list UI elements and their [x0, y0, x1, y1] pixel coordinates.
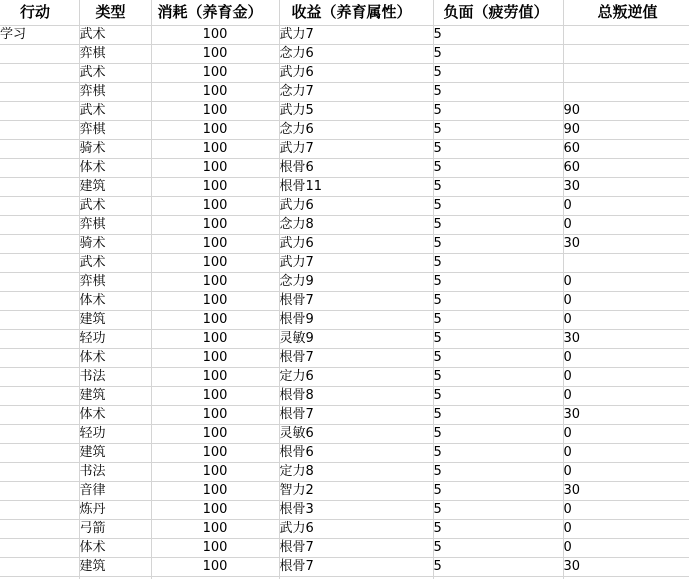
cell-type[interactable]: 武术 — [79, 254, 151, 273]
cell-rebellion[interactable]: 30 — [563, 178, 689, 197]
cell-cost[interactable]: 100 — [151, 273, 279, 292]
cell-cost[interactable]: 100 — [151, 140, 279, 159]
cell-cost[interactable]: 100 — [151, 425, 279, 444]
table-row — [0, 330, 689, 349]
cell-action[interactable] — [0, 520, 79, 539]
cell-action[interactable] — [0, 235, 79, 254]
table-row — [0, 140, 689, 159]
cell-gain[interactable]: 念力6 — [279, 45, 433, 64]
cell-type[interactable]: 音律 — [79, 482, 151, 501]
cell-fatigue[interactable]: 5 — [433, 349, 563, 368]
cell-rebellion[interactable]: 0 — [563, 387, 689, 406]
table-row — [0, 121, 689, 140]
cell-type[interactable]: 建筑 — [79, 444, 151, 463]
cell-type[interactable]: 建筑 — [79, 558, 151, 577]
table-row — [0, 64, 689, 83]
cell-type[interactable]: 武术 — [79, 197, 151, 216]
table-row — [0, 482, 689, 501]
cell-gain[interactable]: 武力6 — [279, 64, 433, 83]
cell-gain[interactable]: 根骨7 — [279, 539, 433, 558]
cell-rebellion[interactable] — [563, 254, 689, 273]
table-row — [0, 292, 689, 311]
cell-cost[interactable]: 100 — [151, 216, 279, 235]
cell-fatigue[interactable]: 5 — [433, 387, 563, 406]
table-body — [0, 26, 689, 579]
cell-cost[interactable]: 100 — [151, 558, 279, 577]
table-row — [0, 520, 689, 539]
cell-rebellion[interactable]: 30 — [563, 482, 689, 501]
cell-fatigue[interactable]: 5 — [433, 235, 563, 254]
cell-fatigue[interactable]: 5 — [433, 273, 563, 292]
cell-action[interactable] — [0, 140, 79, 159]
cell-fatigue[interactable]: 5 — [433, 102, 563, 121]
cell-fatigue[interactable]: 5 — [433, 520, 563, 539]
cell-fatigue[interactable]: 5 — [433, 26, 563, 45]
cell-action[interactable] — [0, 463, 79, 482]
cell-gain[interactable]: 智力2 — [279, 482, 433, 501]
cell-gain[interactable]: 根骨7 — [279, 292, 433, 311]
cell-rebellion[interactable]: 0 — [563, 501, 689, 520]
cell-cost[interactable]: 100 — [151, 349, 279, 368]
table-row — [0, 368, 689, 387]
cell-cost[interactable]: 100 — [151, 368, 279, 387]
cell-rebellion[interactable]: 0 — [563, 216, 689, 235]
cell-type[interactable]: 体术 — [79, 406, 151, 425]
cell-gain[interactable]: 根骨6 — [279, 159, 433, 178]
cell-rebellion[interactable]: 0 — [563, 539, 689, 558]
cell-rebellion[interactable]: 0 — [563, 425, 689, 444]
cell-cost[interactable]: 100 — [151, 482, 279, 501]
cell-fatigue[interactable]: 5 — [433, 83, 563, 102]
header-action[interactable]: 行动 — [0, 0, 79, 26]
cell-action[interactable]: 学习 — [0, 26, 79, 45]
cell-type[interactable]: 炼丹 — [79, 501, 151, 520]
cell-rebellion[interactable]: 30 — [563, 330, 689, 349]
header-negative[interactable]: 负面（疲劳值） — [433, 0, 563, 26]
cell-fatigue[interactable]: 5 — [433, 159, 563, 178]
cell-cost[interactable]: 100 — [151, 159, 279, 178]
table-row — [0, 83, 689, 102]
table-row — [0, 406, 689, 425]
cell-cost[interactable]: 100 — [151, 254, 279, 273]
table-row — [0, 26, 689, 45]
table-row — [0, 501, 689, 520]
cell-gain[interactable]: 武力6 — [279, 197, 433, 216]
cell-fatigue[interactable]: 5 — [433, 539, 563, 558]
cell-action[interactable] — [0, 178, 79, 197]
cell-fatigue[interactable]: 5 — [433, 197, 563, 216]
table-row — [0, 159, 689, 178]
cell-type[interactable]: 弈棋 — [79, 121, 151, 140]
cell-type[interactable]: 武术 — [79, 102, 151, 121]
cell-type[interactable]: 骑术 — [79, 235, 151, 254]
cell-gain[interactable]: 武力7 — [279, 140, 433, 159]
cell-action[interactable] — [0, 273, 79, 292]
cell-fatigue[interactable]: 5 — [433, 463, 563, 482]
cell-cost[interactable]: 100 — [151, 501, 279, 520]
cell-action[interactable] — [0, 45, 79, 64]
cell-type[interactable]: 建筑 — [79, 387, 151, 406]
cell-type[interactable]: 武术 — [79, 64, 151, 83]
cell-gain[interactable]: 根骨3 — [279, 501, 433, 520]
cell-gain[interactable]: 根骨7 — [279, 558, 433, 577]
cell-rebellion[interactable]: 0 — [563, 292, 689, 311]
table-row — [0, 311, 689, 330]
cell-fatigue[interactable]: 5 — [433, 254, 563, 273]
cell-fatigue[interactable]: 5 — [433, 501, 563, 520]
cell-action[interactable] — [0, 64, 79, 83]
cell-fatigue[interactable]: 5 — [433, 425, 563, 444]
cell-gain[interactable]: 根骨8 — [279, 387, 433, 406]
cell-gain[interactable]: 武力6 — [279, 235, 433, 254]
table-row — [0, 197, 689, 216]
cell-action[interactable] — [0, 558, 79, 577]
cell-action[interactable] — [0, 482, 79, 501]
table-row — [0, 235, 689, 254]
table-row — [0, 425, 689, 444]
cell-cost[interactable]: 100 — [151, 406, 279, 425]
cell-cost[interactable]: 100 — [151, 387, 279, 406]
cell-rebellion[interactable]: 0 — [563, 520, 689, 539]
cell-gain[interactable]: 武力7 — [279, 254, 433, 273]
cell-action[interactable] — [0, 254, 79, 273]
cell-fatigue[interactable]: 5 — [433, 406, 563, 425]
cell-cost[interactable]: 100 — [151, 121, 279, 140]
cell-rebellion[interactable] — [563, 45, 689, 64]
cell-cost[interactable]: 100 — [151, 311, 279, 330]
cell-action[interactable] — [0, 501, 79, 520]
cell-gain[interactable]: 灵敏6 — [279, 425, 433, 444]
table-row — [0, 387, 689, 406]
cell-type[interactable]: 体术 — [79, 539, 151, 558]
cell-type[interactable]: 弈棋 — [79, 83, 151, 102]
cell-type[interactable]: 体术 — [79, 159, 151, 178]
cell-cost[interactable]: 100 — [151, 463, 279, 482]
header-gain[interactable]: 收益（养育属性） — [279, 0, 433, 26]
cell-fatigue[interactable]: 5 — [433, 330, 563, 349]
cell-type[interactable]: 武术 — [79, 26, 151, 45]
cell-type[interactable]: 轻功 — [79, 330, 151, 349]
cell-rebellion[interactable] — [563, 83, 689, 102]
cell-action[interactable] — [0, 444, 79, 463]
cell-cost[interactable]: 100 — [151, 539, 279, 558]
cell-type[interactable]: 建筑 — [79, 178, 151, 197]
cell-action[interactable] — [0, 539, 79, 558]
cell-cost[interactable]: 100 — [151, 64, 279, 83]
cell-rebellion[interactable]: 30 — [563, 406, 689, 425]
table-row — [0, 216, 689, 235]
cell-fatigue[interactable]: 5 — [433, 292, 563, 311]
cell-action[interactable] — [0, 121, 79, 140]
cell-rebellion[interactable]: 0 — [563, 197, 689, 216]
table-row — [0, 444, 689, 463]
cell-action[interactable] — [0, 406, 79, 425]
cell-type[interactable]: 弈棋 — [79, 273, 151, 292]
cell-rebellion[interactable]: 90 — [563, 102, 689, 121]
header-row — [0, 0, 689, 26]
cell-gain[interactable]: 武力5 — [279, 102, 433, 121]
header-cost[interactable]: 消耗（养育金） — [151, 0, 279, 26]
cell-gain[interactable]: 定力8 — [279, 463, 433, 482]
cell-gain[interactable]: 根骨7 — [279, 406, 433, 425]
cell-rebellion[interactable]: 0 — [563, 368, 689, 387]
cell-rebellion[interactable]: 30 — [563, 235, 689, 254]
cell-gain[interactable]: 念力6 — [279, 121, 433, 140]
cell-cost[interactable]: 100 — [151, 235, 279, 254]
table-row — [0, 254, 689, 273]
cell-cost[interactable]: 100 — [151, 45, 279, 64]
cell-action[interactable] — [0, 102, 79, 121]
cell-cost[interactable]: 100 — [151, 330, 279, 349]
cell-rebellion[interactable] — [563, 64, 689, 83]
cell-type[interactable]: 建筑 — [79, 311, 151, 330]
cell-gain[interactable]: 念力8 — [279, 216, 433, 235]
cell-type[interactable]: 体术 — [79, 349, 151, 368]
cell-type[interactable]: 弈棋 — [79, 45, 151, 64]
cell-type[interactable]: 骑术 — [79, 140, 151, 159]
cell-fatigue[interactable]: 5 — [433, 368, 563, 387]
cell-action[interactable] — [0, 311, 79, 330]
cell-cost[interactable]: 100 — [151, 520, 279, 539]
cell-rebellion[interactable]: 0 — [563, 444, 689, 463]
cell-cost[interactable]: 100 — [151, 26, 279, 45]
cell-gain[interactable]: 根骨7 — [279, 349, 433, 368]
header-rebellion[interactable]: 总叛逆值 — [563, 0, 689, 26]
cell-fatigue[interactable]: 5 — [433, 558, 563, 577]
header-type[interactable]: 类型 — [79, 0, 151, 26]
cell-type[interactable]: 体术 — [79, 292, 151, 311]
cell-gain[interactable]: 武力6 — [279, 520, 433, 539]
cell-action[interactable] — [0, 292, 79, 311]
cell-gain[interactable]: 念力7 — [279, 83, 433, 102]
cell-cost[interactable]: 100 — [151, 197, 279, 216]
cell-action[interactable] — [0, 425, 79, 444]
cell-type[interactable]: 书法 — [79, 463, 151, 482]
cell-fatigue[interactable]: 5 — [433, 178, 563, 197]
cell-action[interactable] — [0, 197, 79, 216]
table-row — [0, 273, 689, 292]
cell-type[interactable]: 书法 — [79, 368, 151, 387]
table-row — [0, 178, 689, 197]
cell-action[interactable] — [0, 387, 79, 406]
cell-action[interactable] — [0, 349, 79, 368]
cell-type[interactable]: 轻功 — [79, 425, 151, 444]
cell-gain[interactable]: 根骨9 — [279, 311, 433, 330]
cell-rebellion[interactable] — [563, 26, 689, 45]
table-row — [0, 463, 689, 482]
cell-gain[interactable]: 根骨6 — [279, 444, 433, 463]
cell-fatigue[interactable]: 5 — [433, 64, 563, 83]
cell-fatigue[interactable]: 5 — [433, 311, 563, 330]
cell-fatigue[interactable]: 5 — [433, 45, 563, 64]
cell-action[interactable] — [0, 83, 79, 102]
cell-cost[interactable]: 100 — [151, 292, 279, 311]
cell-rebellion[interactable]: 30 — [563, 558, 689, 577]
cell-fatigue[interactable]: 5 — [433, 482, 563, 501]
cell-rebellion[interactable]: 0 — [563, 311, 689, 330]
cell-action[interactable] — [0, 330, 79, 349]
table-row — [0, 539, 689, 558]
table-row — [0, 349, 689, 368]
cell-cost[interactable]: 100 — [151, 178, 279, 197]
cell-rebellion[interactable]: 60 — [563, 159, 689, 178]
cell-action[interactable] — [0, 216, 79, 235]
cell-gain[interactable]: 念力9 — [279, 273, 433, 292]
table-row — [0, 102, 689, 121]
cell-rebellion[interactable]: 0 — [563, 349, 689, 368]
cell-fatigue[interactable]: 5 — [433, 121, 563, 140]
cell-gain[interactable]: 根骨11 — [279, 178, 433, 197]
cell-rebellion[interactable]: 0 — [563, 463, 689, 482]
cell-action[interactable] — [0, 368, 79, 387]
cell-gain[interactable]: 灵敏9 — [279, 330, 433, 349]
cell-cost[interactable]: 100 — [151, 444, 279, 463]
cell-rebellion[interactable]: 0 — [563, 273, 689, 292]
cell-fatigue[interactable]: 5 — [433, 216, 563, 235]
cell-rebellion[interactable]: 60 — [563, 140, 689, 159]
table-row — [0, 558, 689, 577]
cell-cost[interactable]: 100 — [151, 83, 279, 102]
cell-gain[interactable]: 武力7 — [279, 26, 433, 45]
cell-type[interactable]: 弈棋 — [79, 216, 151, 235]
cell-gain[interactable]: 定力6 — [279, 368, 433, 387]
cell-fatigue[interactable]: 5 — [433, 140, 563, 159]
cell-action[interactable] — [0, 159, 79, 178]
cell-cost[interactable]: 100 — [151, 102, 279, 121]
cell-fatigue[interactable]: 5 — [433, 444, 563, 463]
cell-rebellion[interactable]: 90 — [563, 121, 689, 140]
cell-type[interactable]: 弓箭 — [79, 520, 151, 539]
table-row — [0, 45, 689, 64]
